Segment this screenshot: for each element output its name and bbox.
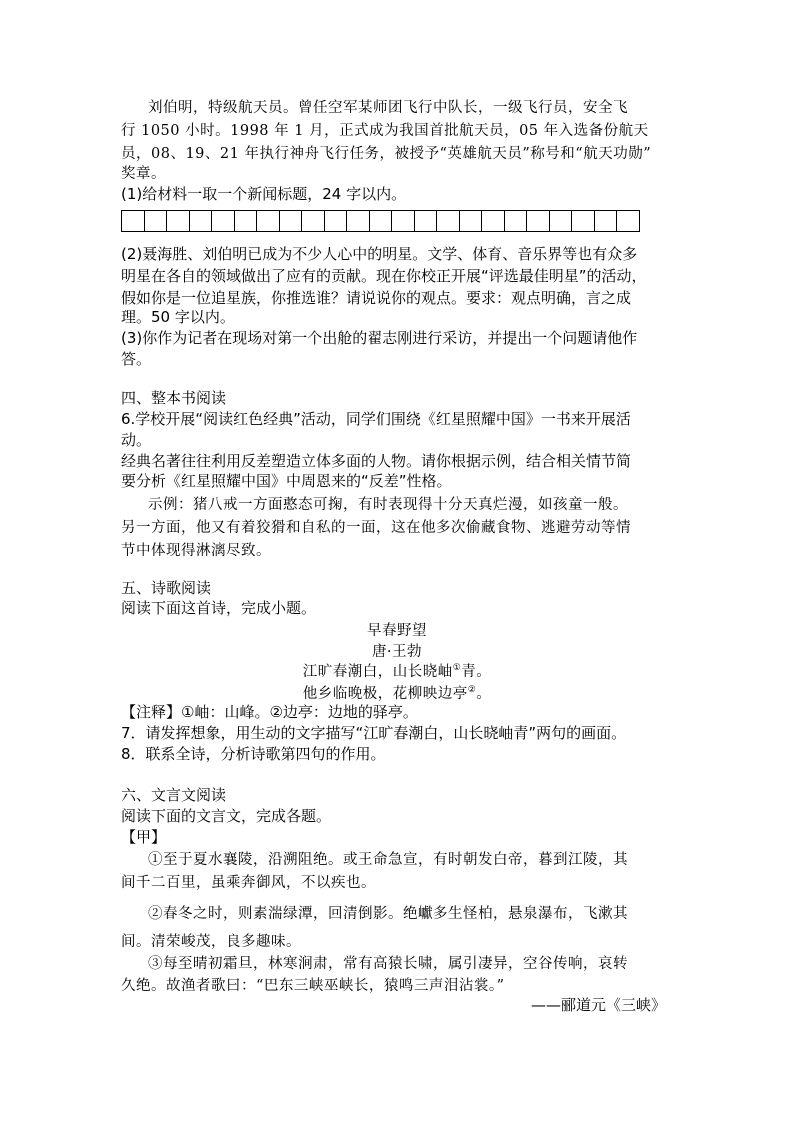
answer-cell[interactable]: [460, 210, 483, 232]
answer-cell[interactable]: [325, 210, 348, 232]
material-line-1: 刘伯明，特级航天员。曾任空军某师团飞行中队长，一级飞行员，安全飞: [148, 100, 628, 116]
passage-p2-line-1: ②春冬之时，则素湍绿潭，回清倒影。绝巘多生怪柏，悬泉瀑布，飞漱其: [148, 906, 628, 922]
answer-cell[interactable]: [595, 210, 618, 232]
answer-cell[interactable]: [617, 210, 640, 232]
example-line-2: 另一方面，他又有着狡猾和自私的一面，这在他多次偷藏食物、逃避劳动等情: [121, 520, 631, 536]
classical-intro: 阅读下面的文言文，完成各题。: [121, 807, 332, 825]
answer-cell[interactable]: [257, 210, 280, 232]
question-7: 7．请发挥想象，用生动的文字描写“江旷春潮白，山长晓岫青”两句的画面。: [121, 724, 627, 742]
question-6-line-1: 6.学校开展“阅读红色经典”活动，同学们围绕《红星照耀中国》一书来开展活: [121, 410, 631, 428]
answer-cell[interactable]: [347, 210, 370, 232]
passage-p3-line-1: ③每至晴初霜旦，林寒涧肃，常有高猿长啸，属引凄异，空谷传响，哀转: [148, 956, 628, 972]
answer-cell[interactable]: [550, 210, 573, 232]
question-2-line-1: (2)聂海胜、刘伯明已成为不少人心中的明星。文学、体育、音乐界等也有众多: [121, 245, 638, 263]
poem-line-2-end: 。: [476, 686, 492, 702]
example-line-1: 示例：猪八戒一方面憨态可掬，有时表现得十分天真烂漫，如孩童一般。: [148, 497, 628, 513]
passage-p1-line-2: 间千二百里，虽乘奔御风，不以疾也。: [121, 875, 376, 891]
poem-line-2-text: 他乡临晚极，花柳映边亭: [302, 686, 468, 702]
question-8: 8．联系全诗，分析诗歌第四句的作用。: [121, 745, 386, 763]
question-2-line-4: 理。50 字以内。: [121, 308, 235, 326]
poem-notes: 【注释】①岫：山峰。②边亭：边地的驿亭。: [121, 703, 418, 721]
passage-source: ——郦道元《三峡》: [530, 996, 666, 1014]
question-3-line-2: 答。: [121, 350, 152, 368]
question-2-line-2: 明星在各自的领域做出了应有的贡献。现在你校正开展“评选最佳明星”的活动，: [121, 267, 647, 285]
note-1-mark: ①: [452, 663, 462, 674]
answer-cell[interactable]: [505, 210, 528, 232]
poem-line-1-end: 青。: [461, 664, 492, 680]
passage-jia-label: 【甲】: [121, 828, 167, 846]
section-5-heading: 五、诗歌阅读: [121, 579, 212, 597]
answer-cell[interactable]: [145, 210, 168, 232]
passage-p1-line-1: ①至于夏水襄陵，沿溯阻绝。或王命急宣，有时朝发白帝，暮到江陵，其: [148, 852, 628, 868]
poem-line-2: [0, 682, 794, 703]
material-line-2: 行 1050 小时。1998 年 1 月，正式成为我国首批航天员，05 年入选备份航天: [121, 123, 649, 139]
poem-intro: 阅读下面这首诗，完成小题。: [121, 599, 317, 617]
poem-line-1-text: 江旷春潮白，山长晓岫: [302, 664, 453, 680]
answer-cell[interactable]: [122, 210, 145, 232]
answer-grid[interactable]: [121, 210, 640, 232]
answer-cell[interactable]: [392, 210, 415, 232]
task-line-2: 要分析《红星照耀中国》中周恩来的“反差”性格。: [121, 472, 452, 490]
poem-title: 早春野望: [367, 623, 427, 639]
answer-cell[interactable]: [190, 210, 213, 232]
question-2-line-3: 假如你是一位追星族，你推选谁？请说说你的观点。要求：观点明确，言之成: [121, 289, 632, 307]
poem-line-1: [0, 660, 794, 681]
passage-p3-line-2: 久绝。故渔者歌曰：“巴东三峡巫峡长，猿鸣三声泪沾裳。”: [121, 978, 505, 994]
question-3-line-1: (3)你作为记者在现场对第一个出舱的翟志刚进行采访，并提出一个问题请他作: [121, 329, 638, 347]
question-1: (1)给材料一取一个新闻标题，24 字以内。: [121, 185, 407, 203]
material-line-3: 员，08、19、21 年执行神舟飞行任务，被授予“英雄航天员”称号和“航天功勋”: [121, 146, 652, 162]
material-line-4: 奖章。: [121, 166, 166, 182]
passage-p2-line-2: 间。清荣峻茂，良多趣味。: [121, 934, 301, 950]
task-line-1: 经典名著往往利用反差塑造立体多面的人物。请你根据示例，结合相关情节简: [121, 452, 632, 470]
answer-cell[interactable]: [302, 210, 325, 232]
answer-cell[interactable]: [482, 210, 505, 232]
answer-cell[interactable]: [527, 210, 550, 232]
answer-cell[interactable]: [212, 210, 235, 232]
poem-author: 唐·王勃: [371, 644, 423, 660]
answer-cell[interactable]: [572, 210, 595, 232]
answer-cell[interactable]: [437, 210, 460, 232]
answer-cell[interactable]: [280, 210, 303, 232]
section-4-heading: 四、整本书阅读: [121, 389, 227, 407]
answer-cell[interactable]: [370, 210, 393, 232]
section-6-heading: 六、文言文阅读: [121, 786, 227, 804]
answer-cell[interactable]: [167, 210, 190, 232]
question-6-line-2: 动。: [121, 431, 152, 449]
answer-cell[interactable]: [235, 210, 258, 232]
example-line-3: 节中体现得淋漓尽致。: [121, 543, 271, 559]
answer-cell[interactable]: [415, 210, 438, 232]
note-2-mark: ②: [467, 685, 477, 696]
